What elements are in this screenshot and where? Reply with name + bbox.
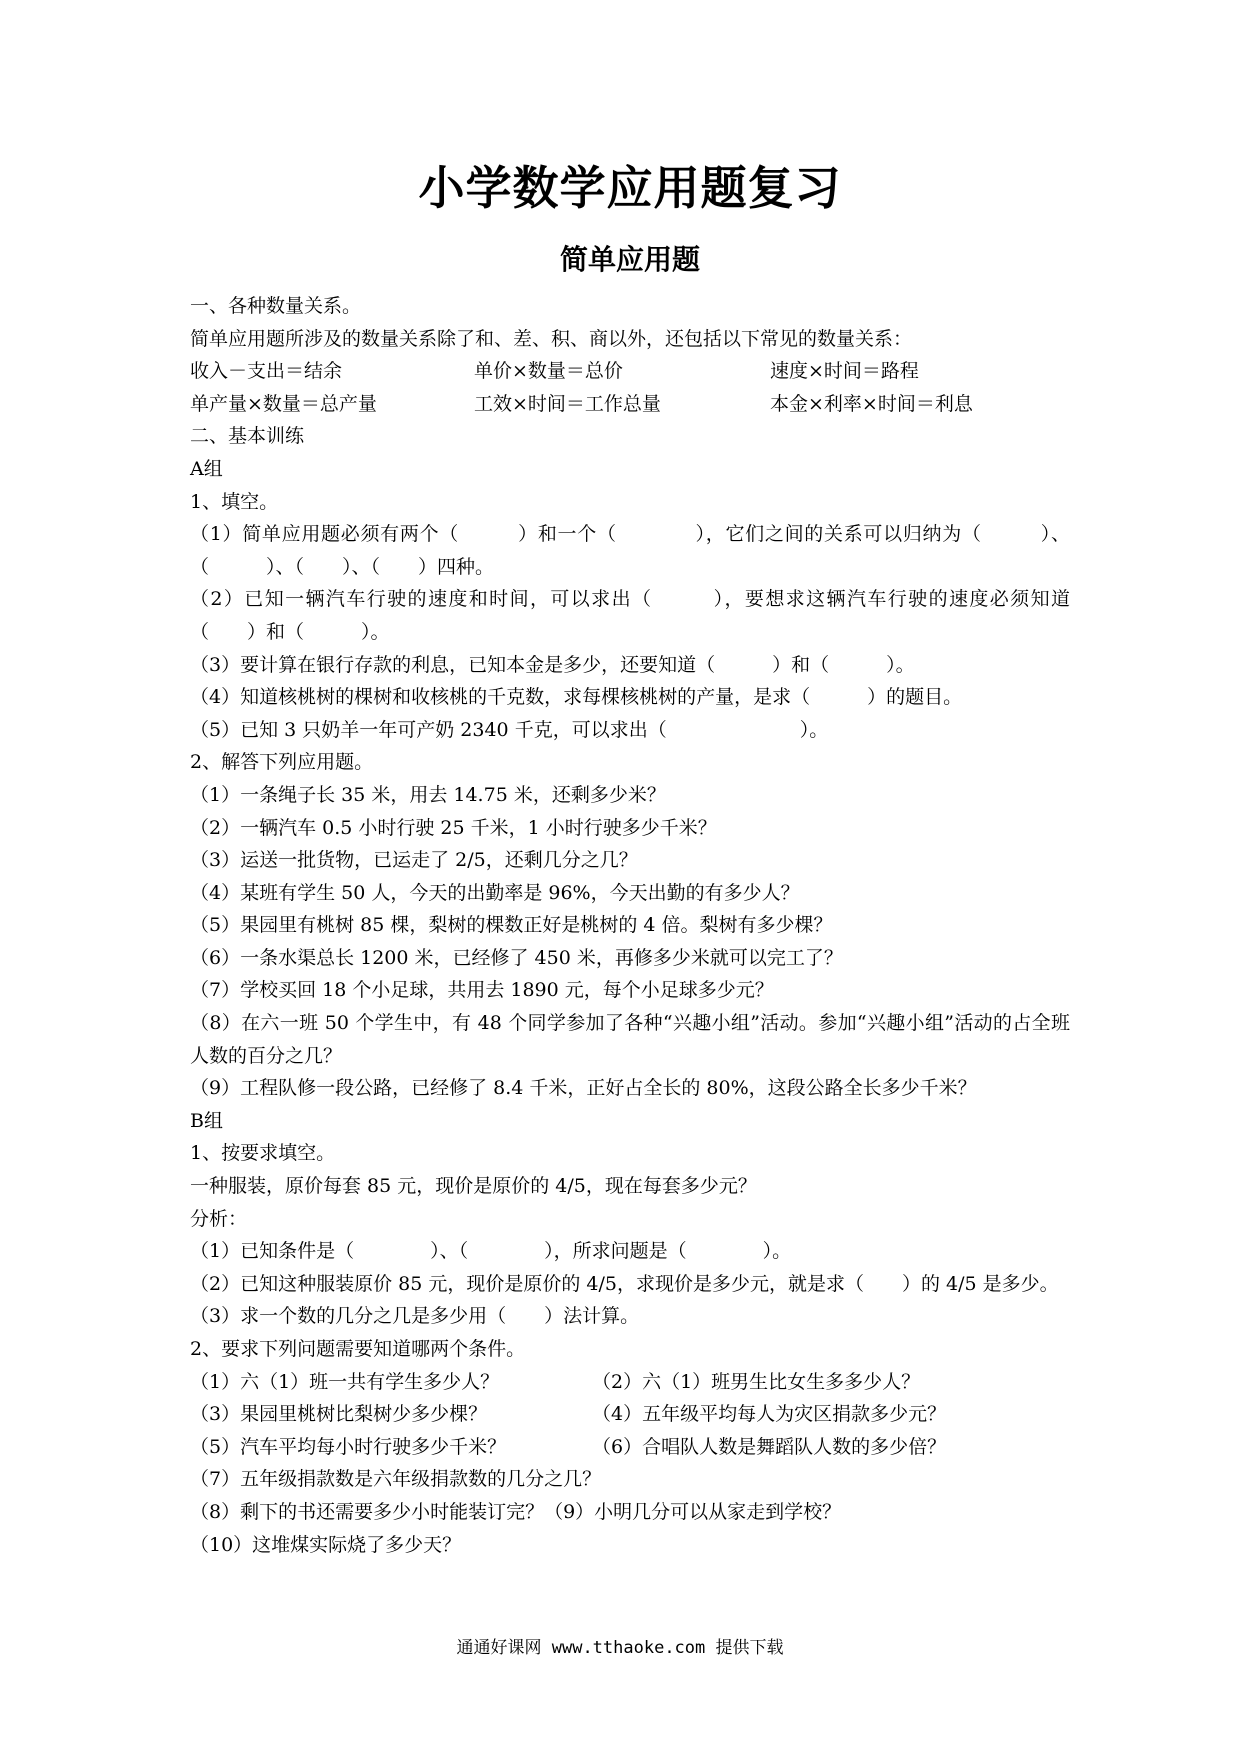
question-item: （7）五年级捐款数是六年级捐款数的几分之几？ bbox=[190, 1468, 602, 1491]
relations-intro: 简单应用题所涉及的数量关系除了和、差、积、商以外，还包括以下常见的数量关系： bbox=[190, 327, 913, 350]
question-item: （6）合唱队人数是舞蹈队人数的多少倍？ bbox=[592, 1435, 947, 1458]
question-pair bbox=[190, 1398, 1070, 1431]
section-heading-training: 二、基本训练 bbox=[190, 425, 305, 448]
analysis-label: 分析： bbox=[190, 1207, 248, 1230]
page-footer: 通通好课网 www.tthaoke.com 提供下载 bbox=[456, 1638, 784, 1658]
section-heading-relations: 一、各种数量关系。 bbox=[190, 295, 362, 317]
question-item: （4）五年级平均每人为灾区捐款多少元？ bbox=[592, 1403, 947, 1426]
page-title: 小学数学应用题复习 bbox=[418, 161, 842, 215]
relation-item: 速度×时间＝路程 bbox=[770, 360, 919, 383]
group-label-b: B组 bbox=[190, 1109, 223, 1132]
relation-item: 工效×时间＝工作总量 bbox=[474, 392, 661, 415]
problem-statement: 一种服装，原价每套 85 元，现价是原价的 4/5，现在每套多少元？ bbox=[190, 1175, 757, 1198]
question-item: （3）运送一批货物，已运走了 2/5，还剩几分之几？ bbox=[190, 849, 638, 872]
question-item: （5）汽车平均每小时行驶多少千米？ bbox=[190, 1435, 507, 1458]
question-item: （1）已知条件是（ ）、（ ），所求问题是（ ）。 bbox=[190, 1240, 792, 1263]
question-item: （2）六（1）班男生比女生多多少人？ bbox=[592, 1370, 921, 1393]
question-item: （4）知道核桃树的棵树和收核桃的千克数，求每棵核桃树的产量，是求（ ）的题目。 bbox=[190, 686, 963, 709]
question-item: （3）果园里桃树比梨树少多少棵？ bbox=[190, 1403, 488, 1426]
relation-item: 单产量×数量＝总产量 bbox=[190, 392, 377, 415]
question-item: （5）已知 3 只奶羊一年可产奶 2340 千克，可以求出（ ）。 bbox=[190, 718, 829, 741]
relation-item: 本金×利率×时间＝利息 bbox=[770, 392, 973, 415]
question-item: （3）求一个数的几分之几是多少用（ ）法计算。 bbox=[190, 1305, 640, 1328]
question-pair bbox=[190, 1431, 1070, 1464]
relation-item: 单价×数量＝总价 bbox=[474, 360, 623, 383]
question-item: （1）六（1）班一共有学生多少人？ bbox=[190, 1370, 500, 1393]
document-page bbox=[190, 140, 1070, 1561]
question-item: （5）果园里有桃树 85 棵，梨树的棵数正好是桃树的 4 倍。梨树有多少棵？ bbox=[190, 914, 833, 937]
question-heading: 1、按要求填空。 bbox=[190, 1142, 336, 1165]
question-heading: 2、要求下列问题需要知道哪两个条件。 bbox=[190, 1338, 526, 1360]
question-item: （7）学校买回 18 个小足球，共用去 1890 元，每个小足球多少元？ bbox=[190, 979, 774, 1002]
question-item: （8）剩下的书还需要多少小时能装订完？（9）小明几分可以从家走到学校？ bbox=[190, 1500, 842, 1523]
question-item: （2）已知一辆汽车行驶的速度和时间，可以求出（ ），要想求这辆汽车行驶的速度必须知道（ ）和（ ）。 bbox=[190, 588, 1070, 643]
relations-row bbox=[190, 355, 1070, 388]
question-item: （1）一条绳子长 35 米，用去 14.75 米，还剩多少米？ bbox=[190, 783, 666, 806]
relation-item: 收入－支出＝结余 bbox=[190, 360, 343, 383]
question-heading: 1、填空。 bbox=[190, 490, 279, 513]
question-item: （2）已知这种服装原价 85 元，现价是原价的 4/5，求现价是多少元，就是求（ ）的 4/5 是多少。 bbox=[190, 1272, 1059, 1295]
question-item: （4）某班有学生 50 人，今天的出勤率是 96%，今天出勤的有多少人？ bbox=[190, 881, 800, 904]
group-label-a: A组 bbox=[190, 457, 223, 480]
relations-row bbox=[190, 388, 1070, 421]
question-item: （8）在六一班 50 个学生中，有 48 个同学参加了各种“兴趣小组”活动。参加“兴趣小组”活动的占全班人数的百分之几？ bbox=[190, 1012, 1070, 1067]
page-subtitle: 简单应用题 bbox=[559, 243, 700, 276]
question-pair bbox=[190, 1366, 1070, 1399]
question-heading: 2、解答下列应用题。 bbox=[190, 751, 374, 774]
question-item: （2）一辆汽车 0.5 小时行驶 25 千米，1 小时行驶多少千米？ bbox=[190, 816, 717, 839]
question-item: （10）这堆煤实际烧了多少天？ bbox=[190, 1533, 462, 1556]
question-item: （6）一条水渠总长 1200 米，已经修了 450 米，再修多少米就可以完工了？ bbox=[190, 946, 843, 969]
question-item: （1）简单应用题必须有两个（ ）和一个（ ），它们之间的关系可以归纳为（ ）、（ ）、（ ）、（ ）四种。 bbox=[190, 523, 1070, 578]
question-item: （3）要计算在银行存款的利息，已知本金是多少，还要知道（ ）和（ ）。 bbox=[190, 653, 915, 676]
question-item: （9）工程队修一段公路，已经修了 8.4 千米，正好占全长的 80%，这段公路全长多少千米？ bbox=[190, 1077, 977, 1100]
